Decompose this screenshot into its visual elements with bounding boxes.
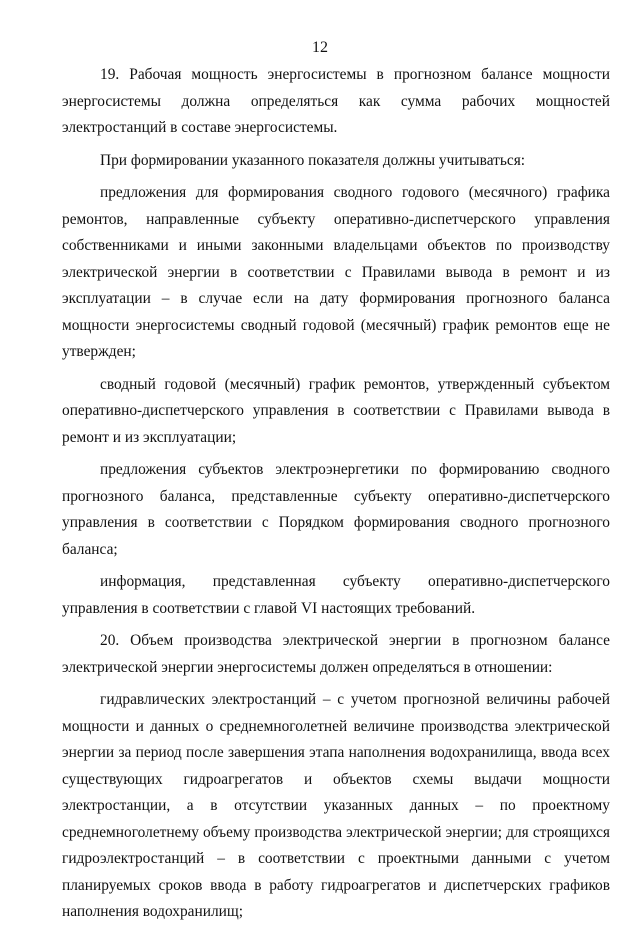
paragraph-repair-schedule-proposals: предложения для формирования сводного годового (месячного) графика ремонтов, направленные субъекту оперативно-диспетчерского управления собственниками и иными законными владельцами объектов по производству электрической энергии в соответствии с Правилами вывода в ремонт и из эксплуатации – в случае если на дату формирования прогнозного баланса мощности энергосистемы сводный годовой (месячный) график ремонтов еще не утвержден;: [62, 184, 610, 360]
paragraph-hydro-plants: гидравлических электростанций – с учетом прогнозной величины рабочей мощности и данных о среднемноголетней величине производства электрической энергии за период после завершения этапа наполнения водохранилища, ввода всех существующих гидроагрегатов и объектов схемы выдачи мощности электростанции, а в отсутствии указанных данных – по проектному среднемноголетнему объему производства электрической энергии; для строящихся гидроэлектростанций – в соответствии с проектными данными с учетом планируемых сроков ввода в работу гидроагрегатов и диспетчерских графиков наполнения водохранилищ;: [62, 691, 610, 920]
page-number: 12: [312, 39, 328, 56]
paragraph-19: 19. Рабочая мощность энергосистемы в прогнозном балансе мощности энергосистемы должна определяться как сумма рабочих мощностей электростанций в составе энергосистемы.: [62, 66, 610, 136]
paragraph-20: 20. Объем производства электрической энергии в прогнозном балансе электрической энергии энергосистемы должен определяться в отношении:: [62, 632, 610, 676]
paragraph-balance-proposals: предложения субъектов электроэнергетики по формированию сводного прогнозного баланса, представленные субъекту оперативно-диспетчерского управления в соответствии с Порядком формирования сводного прогнозного баланса;: [62, 461, 610, 558]
paragraph-considerations-intro: При формировании указанного показателя должны учитываться:: [100, 151, 526, 169]
document-body: [62, 62, 610, 926]
paragraph-approved-repair-schedule: сводный годовой (месячный) график ремонтов, утвержденный субъектом оперативно-диспетчерского управления в соответствии с Правилами вывода в ремонт и из эксплуатации;: [62, 375, 610, 446]
paragraph-chapter-vi-information: информация, представленная субъекту оперативно-диспетчерского управления в соответствии с главой VI настоящих требований.: [62, 573, 610, 617]
